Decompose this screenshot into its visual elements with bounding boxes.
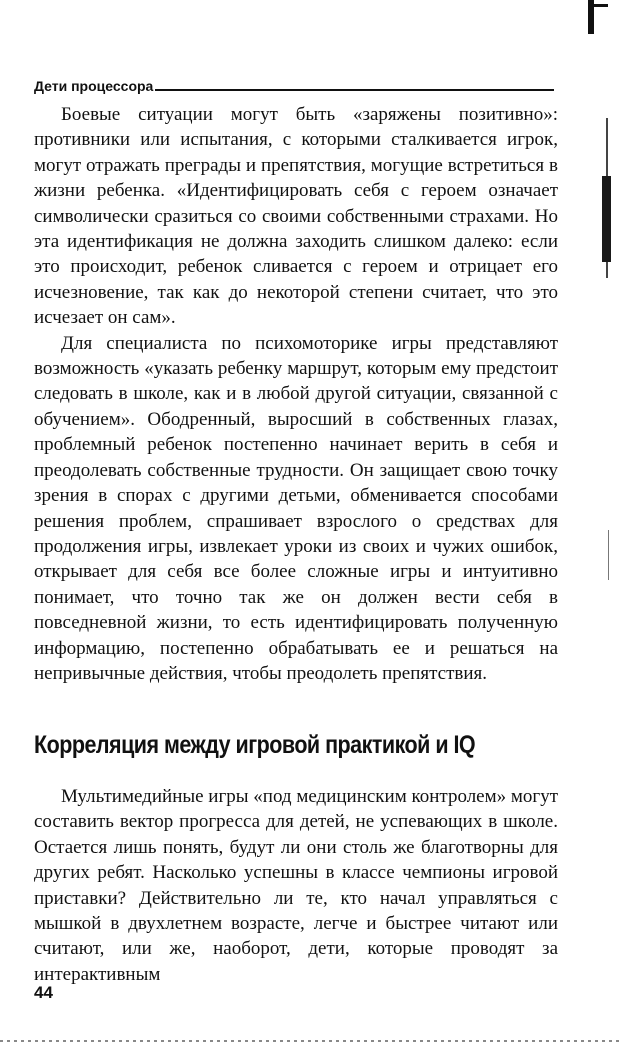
scan-artifact-right-mark: [608, 530, 609, 580]
section-heading: Корреляция между игровой практикой и IQ: [34, 731, 476, 759]
scan-artifact-bottom: [0, 1040, 620, 1042]
scan-artifact-right-edge: [602, 176, 611, 262]
paragraph: Мультимедийные игры «под медицинским контролем» могут составить вектор прогресса для детей, не успевающих в школе. Остается лишь понять, будут ли они столь же благотворны для других ребят. Насколько успешны в классе чемпионы игровой приставки? Действительно ли те, кто начал управляться с мышкой в двухлетнем возрасте, легче и быстрее читают или считают, или же, наоборот, дети, которые проводят за интерактивным: [34, 786, 558, 985]
paragraph: Для специалиста по психомоторике игры представляют возможность «указать ребенку маршрут, которым ему предстоит следовать в школе, как и в любой другой ситуации, связанной с обучением». Ободренный, выросший в собственных глазах, проблемный ребенок постепенно начинает верить в себя и преодолевать собственные трудности. Он защищает свою точку зрения в спорах с другими детьми, обменивается способами решения проблем, спрашивает взрослого о средствах для продолжения игры, извлекает уроки из своих и чужих ошибок, открывает для себя все более сложные игры и интуитивно понимает, что точно так же он должен вести себя в повседневной жизни, то есть идентифицировать полученную информацию, постепенно обрабатывать ее и решаться на непривычные действия, чтобы преодолеть препятствия.: [34, 332, 558, 684]
page-number: 44: [34, 983, 53, 1002]
running-head: [34, 72, 554, 94]
paragraph: Боевые ситуации могут быть «заряжены позитивно»: противники или испытания, с которыми сталкивается игрок, могут отражать преграды и препятствия, могущие встретиться в жизни ребенка. «Идентифицировать себя с героем означает символически сразиться со своими собственными страхами. Но эта идентификация не должна заходить слишком далеко: если это происходит, ребенок сливается с героем и отрицает его исчезновение, так как до некоторой степени считает, что это исчезает он сам».: [34, 104, 558, 329]
running-head-rule: [155, 89, 554, 91]
section-2-body: [34, 784, 558, 987]
section-1-body: [34, 102, 558, 686]
scan-artifact-top-bar: [594, 4, 608, 7]
running-head-title: Дети процессора: [34, 78, 154, 94]
